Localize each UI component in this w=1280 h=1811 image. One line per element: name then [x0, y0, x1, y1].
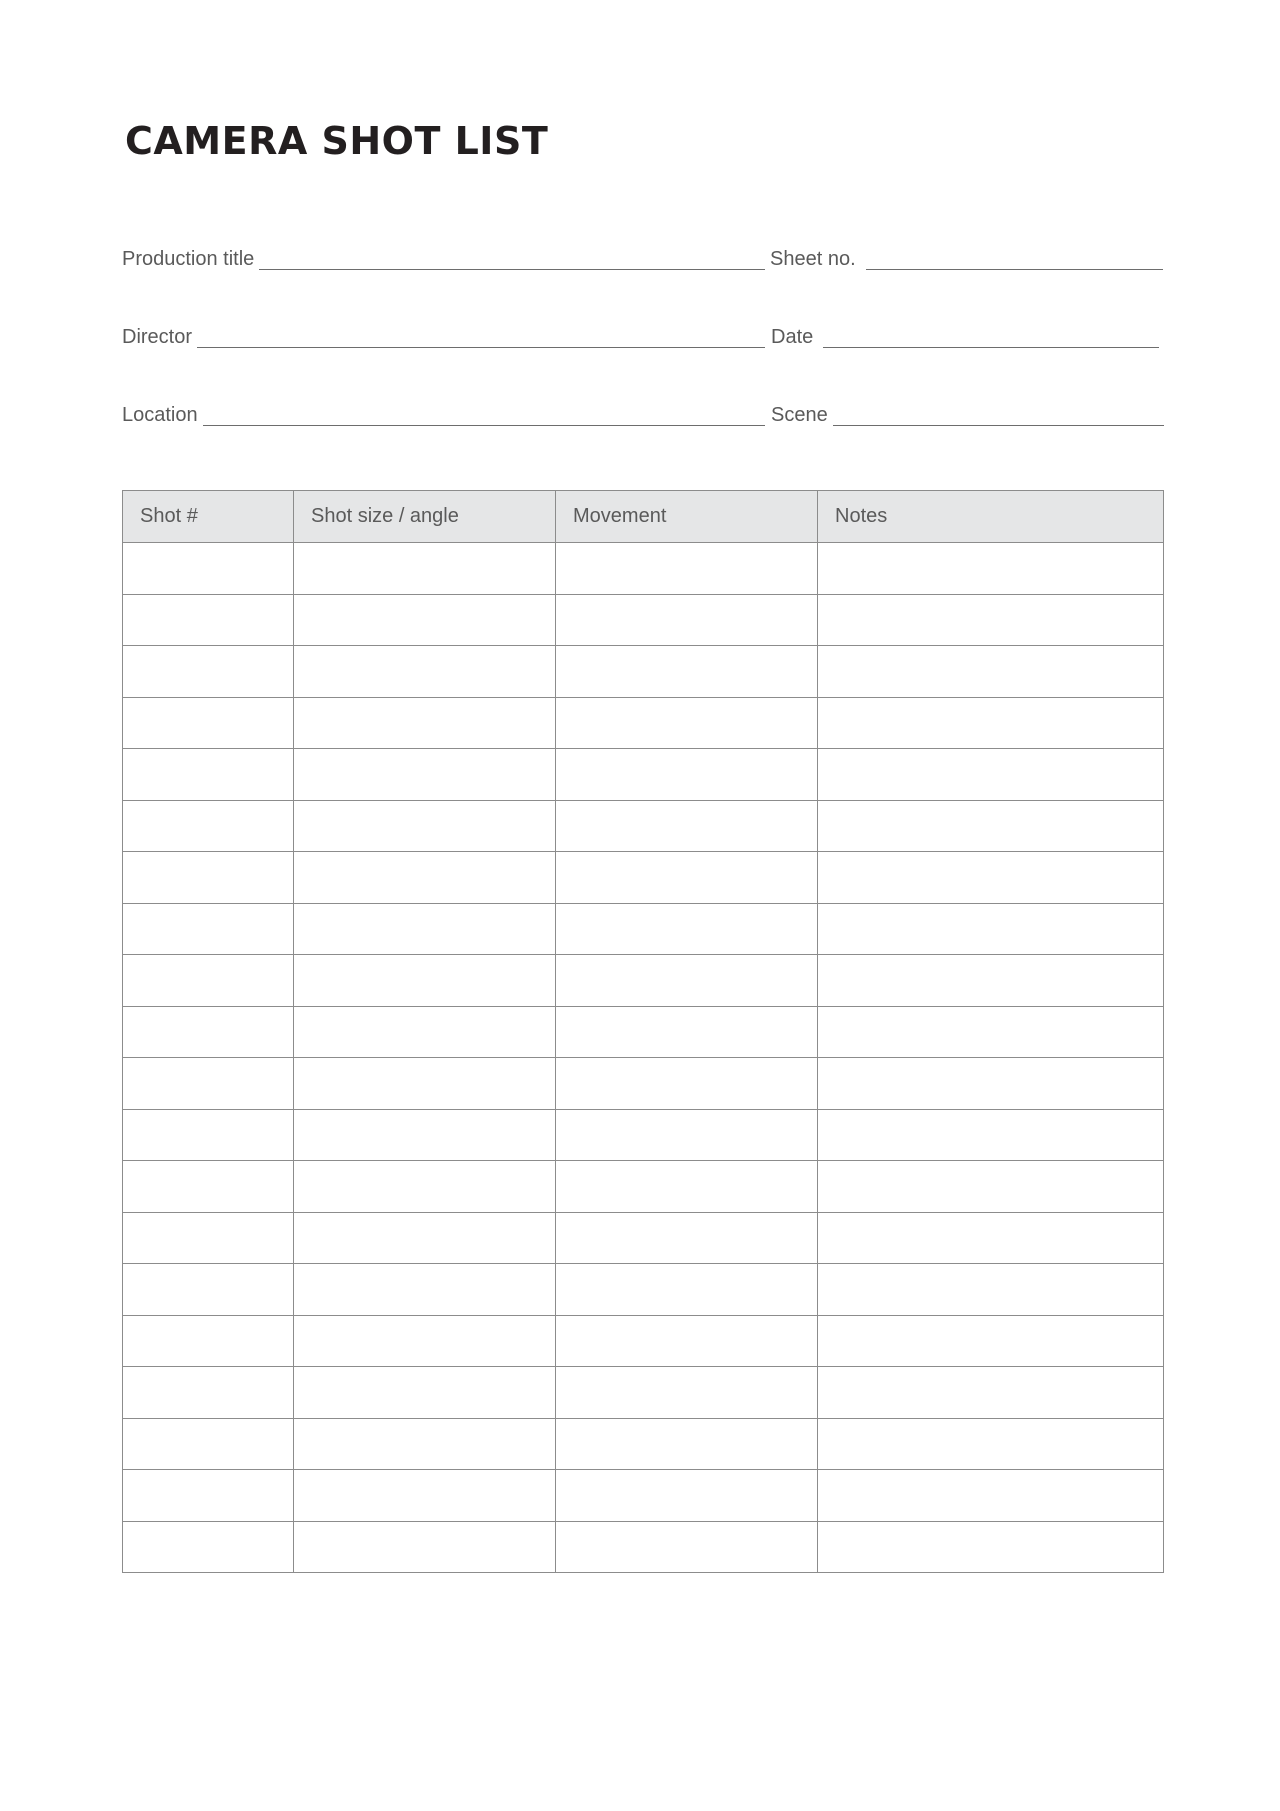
cell-notes[interactable]	[818, 1418, 1164, 1470]
production-title-field[interactable]	[122, 243, 765, 273]
table-row	[123, 1367, 1164, 1419]
sheet-no-line[interactable]	[866, 269, 1163, 270]
table-row	[123, 543, 1164, 595]
cell-shot-size-angle[interactable]	[294, 955, 556, 1007]
scene-label: Scene	[771, 404, 828, 426]
cell-movement[interactable]	[556, 1161, 818, 1213]
shot-list-table	[122, 490, 1164, 1573]
table-row	[123, 1470, 1164, 1522]
cell-shot-size-angle[interactable]	[294, 1315, 556, 1367]
cell-shot-number[interactable]	[123, 697, 294, 749]
cell-notes[interactable]	[818, 955, 1164, 1007]
cell-notes[interactable]	[818, 594, 1164, 646]
cell-shot-size-angle[interactable]	[294, 1058, 556, 1110]
cell-shot-number[interactable]	[123, 749, 294, 801]
cell-movement[interactable]	[556, 1470, 818, 1522]
table-body	[123, 543, 1164, 1573]
cell-movement[interactable]	[556, 1521, 818, 1573]
cell-movement[interactable]	[556, 543, 818, 595]
cell-shot-number[interactable]	[123, 1470, 294, 1522]
cell-notes[interactable]	[818, 903, 1164, 955]
table-header-row	[123, 491, 1164, 543]
page-title: CAMERA SHOT LIST	[125, 119, 549, 163]
production-title-line[interactable]	[259, 269, 765, 270]
cell-notes[interactable]	[818, 800, 1164, 852]
cell-shot-number[interactable]	[123, 903, 294, 955]
cell-shot-number[interactable]	[123, 1212, 294, 1264]
director-line[interactable]	[197, 347, 765, 348]
table-row	[123, 1315, 1164, 1367]
table-row	[123, 1006, 1164, 1058]
cell-shot-number[interactable]	[123, 646, 294, 698]
column-header-movement: Movement	[556, 491, 818, 543]
cell-shot-size-angle[interactable]	[294, 1470, 556, 1522]
cell-shot-number[interactable]	[123, 800, 294, 852]
cell-notes[interactable]	[818, 1367, 1164, 1419]
cell-notes[interactable]	[818, 1264, 1164, 1316]
cell-notes[interactable]	[818, 1109, 1164, 1161]
cell-movement[interactable]	[556, 1315, 818, 1367]
cell-shot-number[interactable]	[123, 1521, 294, 1573]
table-row	[123, 1418, 1164, 1470]
cell-movement[interactable]	[556, 1109, 818, 1161]
cell-notes[interactable]	[818, 1315, 1164, 1367]
sheet-no-label: Sheet no.	[770, 248, 856, 270]
cell-movement[interactable]	[556, 1418, 818, 1470]
cell-movement[interactable]	[556, 749, 818, 801]
cell-shot-size-angle[interactable]	[294, 1521, 556, 1573]
cell-shot-number[interactable]	[123, 543, 294, 595]
cell-notes[interactable]	[818, 1058, 1164, 1110]
cell-notes[interactable]	[818, 1006, 1164, 1058]
table-row	[123, 852, 1164, 904]
table-row	[123, 800, 1164, 852]
cell-shot-size-angle[interactable]	[294, 800, 556, 852]
scene-line[interactable]	[833, 425, 1164, 426]
cell-shot-size-angle[interactable]	[294, 1109, 556, 1161]
table-row	[123, 1058, 1164, 1110]
cell-shot-number[interactable]	[123, 594, 294, 646]
cell-movement[interactable]	[556, 903, 818, 955]
cell-shot-size-angle[interactable]	[294, 594, 556, 646]
cell-shot-size-angle[interactable]	[294, 749, 556, 801]
cell-movement[interactable]	[556, 1058, 818, 1110]
column-header-shot-size-angle: Shot size / angle	[294, 491, 556, 543]
table-row	[123, 903, 1164, 955]
cell-movement[interactable]	[556, 1212, 818, 1264]
cell-movement[interactable]	[556, 1264, 818, 1316]
cell-movement[interactable]	[556, 594, 818, 646]
column-header-shot-number: Shot #	[123, 491, 294, 543]
date-line[interactable]	[823, 347, 1159, 348]
cell-shot-size-angle[interactable]	[294, 1264, 556, 1316]
cell-shot-size-angle[interactable]	[294, 697, 556, 749]
cell-shot-number[interactable]	[123, 1418, 294, 1470]
scene-field[interactable]	[771, 399, 1164, 429]
table-row	[123, 594, 1164, 646]
table-row	[123, 749, 1164, 801]
sheet-no-field[interactable]	[770, 243, 1163, 273]
table-row	[123, 1521, 1164, 1573]
director-label: Director	[122, 326, 193, 348]
cell-shot-size-angle[interactable]	[294, 1161, 556, 1213]
cell-shot-size-angle[interactable]	[294, 1418, 556, 1470]
table-row	[123, 697, 1164, 749]
cell-movement[interactable]	[556, 800, 818, 852]
cell-movement[interactable]	[556, 852, 818, 904]
cell-movement[interactable]	[556, 697, 818, 749]
cell-notes[interactable]	[818, 1521, 1164, 1573]
cell-notes[interactable]	[818, 543, 1164, 595]
cell-notes[interactable]	[818, 1161, 1164, 1213]
cell-movement[interactable]	[556, 955, 818, 1007]
cell-notes[interactable]	[818, 697, 1164, 749]
cell-movement[interactable]	[556, 646, 818, 698]
table-row	[123, 1264, 1164, 1316]
location-field[interactable]	[122, 399, 765, 429]
director-field[interactable]	[122, 321, 765, 351]
cell-shot-number[interactable]	[123, 1161, 294, 1213]
cell-shot-number[interactable]	[123, 1109, 294, 1161]
cell-shot-size-angle[interactable]	[294, 646, 556, 698]
cell-movement[interactable]	[556, 1006, 818, 1058]
table-row	[123, 646, 1164, 698]
cell-shot-number[interactable]	[123, 955, 294, 1007]
cell-shot-size-angle[interactable]	[294, 1212, 556, 1264]
cell-shot-number[interactable]	[123, 852, 294, 904]
cell-shot-number[interactable]	[123, 1006, 294, 1058]
cell-shot-number[interactable]	[123, 1367, 294, 1419]
cell-shot-size-angle[interactable]	[294, 543, 556, 595]
location-line[interactable]	[203, 425, 765, 426]
cell-shot-number[interactable]	[123, 1315, 294, 1367]
table-row	[123, 1109, 1164, 1161]
cell-shot-number[interactable]	[123, 1264, 294, 1316]
date-label: Date	[771, 326, 814, 348]
cell-shot-number[interactable]	[123, 1058, 294, 1110]
cell-notes[interactable]	[818, 646, 1164, 698]
table-row	[123, 955, 1164, 1007]
table-row	[123, 1212, 1164, 1264]
cell-notes[interactable]	[818, 1470, 1164, 1522]
table-row	[123, 1161, 1164, 1213]
cell-notes[interactable]	[818, 1212, 1164, 1264]
column-header-notes: Notes	[818, 491, 1164, 543]
cell-notes[interactable]	[818, 749, 1164, 801]
date-field[interactable]	[771, 321, 1159, 351]
cell-shot-size-angle[interactable]	[294, 852, 556, 904]
location-label: Location	[122, 404, 198, 426]
cell-shot-size-angle[interactable]	[294, 1367, 556, 1419]
cell-shot-size-angle[interactable]	[294, 1006, 556, 1058]
cell-movement[interactable]	[556, 1367, 818, 1419]
cell-notes[interactable]	[818, 852, 1164, 904]
cell-shot-size-angle[interactable]	[294, 903, 556, 955]
production-title-label: Production title	[122, 248, 255, 270]
shot-list-table-wrapper	[122, 490, 1163, 1573]
